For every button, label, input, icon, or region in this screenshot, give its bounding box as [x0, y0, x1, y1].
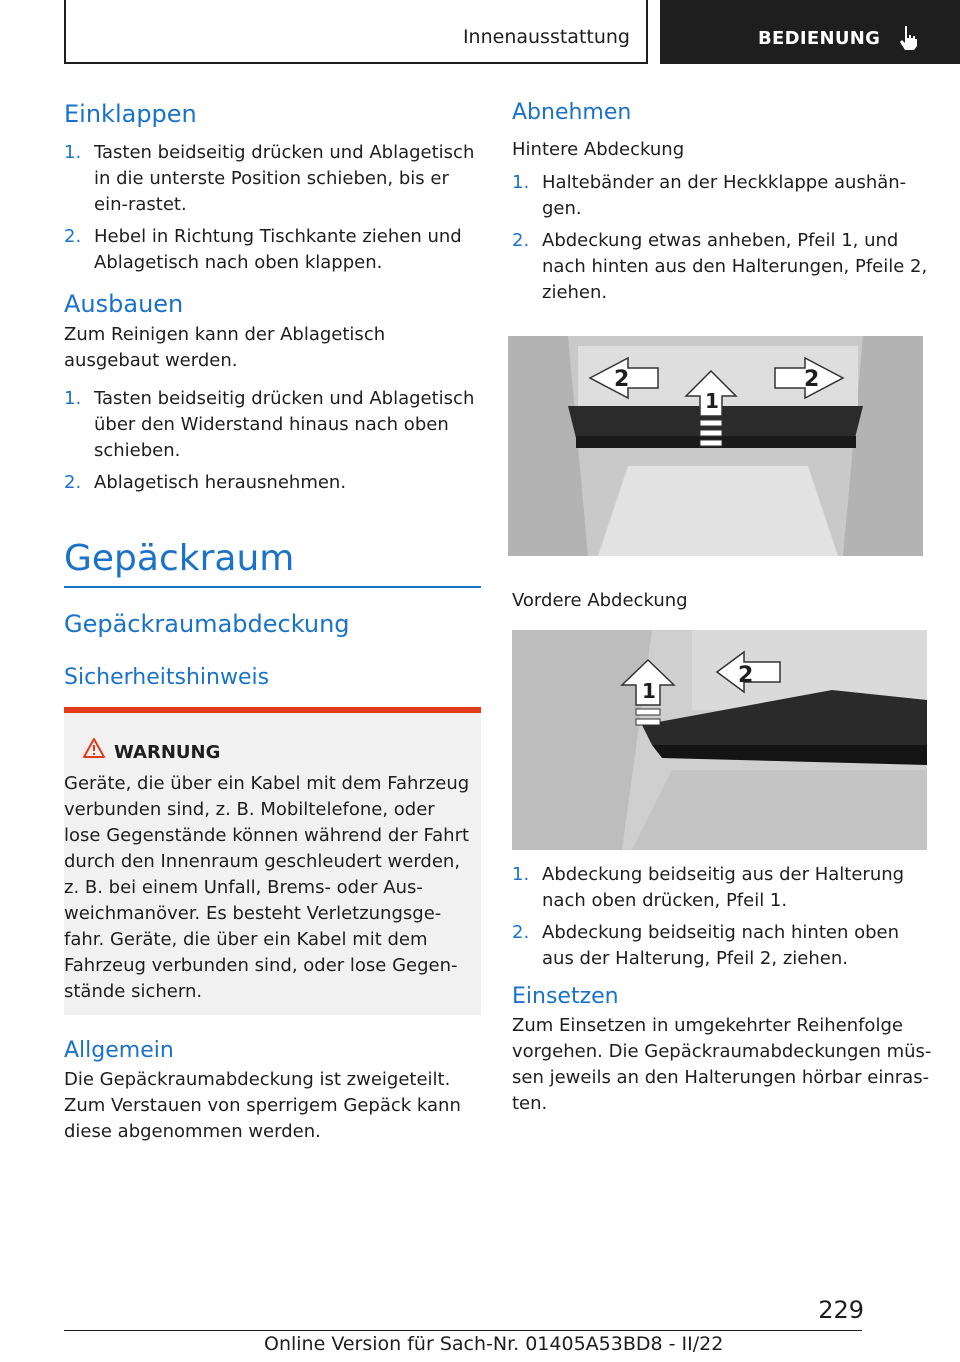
- step-number: 2.: [512, 230, 530, 251]
- arrow-label: 2: [804, 367, 820, 392]
- einsetzen-text: Zum Einsetzen in umgekehrter Reihenfolge vorgehen. Die Gepäckraumabdeckungen müs‐sen jeweils an den Halterungen hörbar einras‐ten.: [512, 1015, 932, 1114]
- abnehmen-heading: Abnehmen: [512, 100, 632, 125]
- step-number: 1.: [512, 864, 530, 885]
- step-text: Tasten beidseitig drücken und Ablagetisch über den Widerstand hinaus nach oben schieben.: [94, 388, 475, 461]
- warning-triangle-icon: [82, 737, 106, 759]
- hintere-abdeckung-heading: Hintere Abdeckung: [512, 139, 685, 160]
- header-chapter-title: BEDIENUNG: [758, 28, 881, 49]
- page-number: 229: [818, 1296, 864, 1324]
- footer-divider: [64, 1330, 862, 1331]
- list-item: [64, 224, 480, 276]
- step-text: Tasten beidseitig drücken und Ablagetisch in die unterste Position schieben, bis er ein‐rastet.: [94, 142, 475, 215]
- vordere-abdeckung-heading: Vordere Abdeckung: [512, 590, 688, 611]
- ausbauen-steps: [64, 386, 480, 496]
- sicherheit-heading: Sicherheitshinweis: [64, 665, 270, 690]
- hintere-steps: [512, 170, 932, 306]
- abdeckung-heading: Gepäckraumabdeckung: [64, 610, 350, 638]
- step-text: Abdeckung beidseitig nach hinten oben aus der Halterung, Pfeil 2, ziehen.: [542, 922, 900, 969]
- step-text: Abdeckung beidseitig aus der Halterung nach oben drücken, Pfeil 1.: [542, 864, 905, 911]
- left-column: [64, 100, 480, 502]
- arrow-label: 2: [614, 367, 630, 392]
- header-chapter-box: [660, 0, 960, 64]
- warning-text: Geräte, die über ein Kabel mit dem Fahrzeug verbunden sind, z. B. Mobiltelefone, oder lose Gegenstände können während der Fahrt durch den Innenraum geschleudert werden, z. B. bei einem Unfall, Brems- oder Aus‐weichmanöver. Es besteht Verletzungsge‐fahr. Geräte, die über ein Kabel mit dem Fahrzeug verbunden sind, oder lose Gegen‐stände sichern.: [64, 773, 470, 1002]
- chapter-divider: [64, 586, 481, 588]
- arrow-label: 2: [738, 663, 754, 688]
- allgemein-text: Die Gepäckraumabdeckung ist zweigeteilt. Zum Verstauen von sperrigem Gepäck kann diese abgenommen werden.: [64, 1069, 461, 1142]
- vordere-steps: [512, 862, 932, 972]
- warning-box: [64, 707, 481, 1015]
- allgemein-section: [64, 1038, 480, 1145]
- vordere-abdeckung-illustration: [512, 630, 927, 850]
- step-text: Ablagetisch herausnehmen.: [94, 472, 347, 493]
- step-number: 1.: [512, 172, 530, 193]
- warning-title: WARNUNG: [114, 742, 221, 763]
- footer-online-version: Online Version für Sach-Nr. 01405A53BD8 - II/22: [264, 1333, 724, 1355]
- einklappen-heading: Einklappen: [64, 100, 197, 128]
- header-section-title: Innenausstattung: [462, 26, 630, 48]
- list-item: [512, 920, 932, 972]
- einklappen-steps: [64, 140, 480, 276]
- step-text: Haltebänder an der Heckklappe aushän‐gen.: [542, 172, 907, 219]
- list-item: [64, 140, 480, 218]
- step-number: 2.: [64, 226, 82, 247]
- arrow-label: 1: [642, 679, 656, 703]
- step-number: 2.: [512, 922, 530, 943]
- step-number: 1.: [64, 142, 82, 163]
- list-item: [64, 386, 480, 464]
- step-text: Abdeckung etwas anheben, Pfeil 1, und nach hinten aus den Halterungen, Pfeile 2, ziehen.: [542, 230, 928, 303]
- ausbauen-heading: Ausbauen: [64, 290, 184, 318]
- list-item: [512, 228, 932, 306]
- ausbauen-intro: Zum Reinigen kann der Ablagetisch ausgebaut werden.: [64, 324, 386, 371]
- header-section-box: [64, 0, 648, 64]
- list-item: [512, 862, 932, 914]
- list-item: [512, 170, 932, 222]
- hintere-abdeckung-illustration: [508, 336, 923, 556]
- step-text: Hebel in Richtung Tischkante ziehen und Ablagetisch nach oben klappen.: [94, 226, 462, 273]
- step-number: 2.: [64, 472, 82, 493]
- list-item: [64, 470, 480, 496]
- right-column-bottom: [512, 862, 932, 1117]
- pointing-hand-icon: [896, 24, 922, 52]
- gepaeckraum-heading: Gepäckraum: [64, 538, 295, 579]
- step-number: 1.: [64, 388, 82, 409]
- right-column-top: [512, 100, 932, 312]
- arrow-label: 1: [705, 389, 719, 413]
- einsetzen-heading: Einsetzen: [512, 984, 619, 1009]
- allgemein-heading: Allgemein: [64, 1038, 174, 1063]
